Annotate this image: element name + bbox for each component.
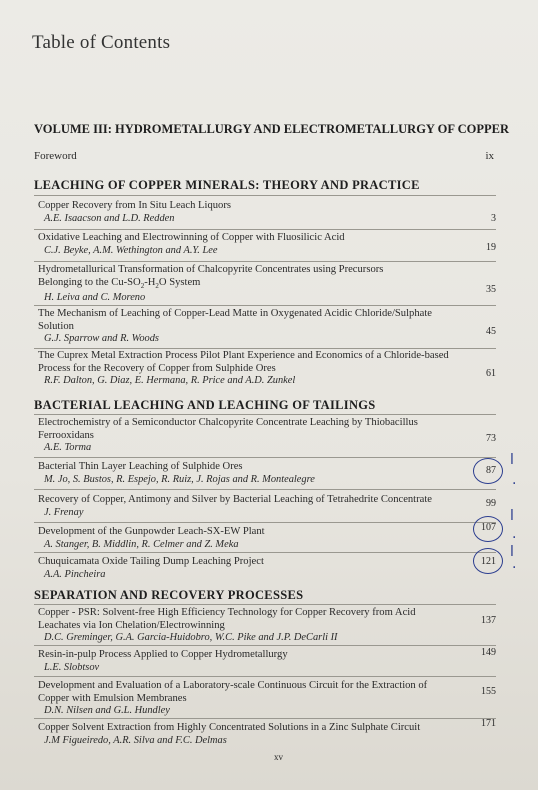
toc-entry bbox=[38, 308, 498, 346]
entry-page: 137 bbox=[481, 615, 496, 626]
entry-divider bbox=[34, 489, 496, 490]
toc-entry bbox=[38, 522, 498, 551]
entry-divider bbox=[34, 305, 496, 306]
section-heading: LEACHING OF COPPER MINERALS: THEORY AND PRACTICE bbox=[34, 178, 420, 192]
pen-tick-mark: ⅼ bbox=[510, 452, 514, 468]
entry-title: Electrochemistry of a Semiconductor Chalcopyrite Concentrate Leaching by Thiobacillus Ferrooxidans bbox=[38, 417, 418, 441]
toc-entry bbox=[38, 494, 498, 519]
entry-page: 99 bbox=[486, 498, 496, 509]
entry-title: Development of the Gunpowder Leach-SX-EW Plant bbox=[38, 526, 265, 537]
pen-circle-annotation bbox=[473, 516, 503, 542]
entry-divider bbox=[34, 676, 496, 677]
pen-tick-mark: ⅼ bbox=[510, 508, 514, 524]
pen-dot-mark: · bbox=[512, 530, 517, 546]
entry-divider bbox=[34, 229, 496, 230]
entry-title: Resin-in-pulp Process Applied to Copper Hydrometallurgy bbox=[38, 649, 288, 660]
entry-title: Bacterial Thin Layer Leaching of Sulphide Ores bbox=[38, 461, 243, 472]
foreword-entry bbox=[34, 150, 494, 162]
section-rule bbox=[34, 195, 496, 196]
entry-authors: D.C. Greminger, G.A. Garcia-Huidobro, W.C. Pike and J.P. DeCarli II bbox=[44, 632, 338, 643]
entry-title: Copper Recovery from In Situ Leach Liquors bbox=[38, 200, 231, 211]
entry-authors: H. Leiva and C. Moreno bbox=[44, 292, 146, 304]
pen-tick-mark: ⅼ bbox=[510, 544, 514, 560]
entry-divider bbox=[34, 718, 496, 719]
entry-title: The Mechanism of Leaching of Copper-Lead Matte in Oxygenated Acidic Chloride/Sulphate Solution bbox=[38, 308, 432, 332]
entry-authors: J. Frenay bbox=[44, 506, 84, 518]
entry-title: Copper - PSR: Solvent-free High Efficiency Technology for Copper Recovery from Acid Leachates via Ion Chelation/Electrowinning bbox=[38, 607, 416, 631]
section-heading: SEPARATION AND RECOVERY PROCESSES bbox=[34, 588, 304, 602]
entry-title: Oxidative Leaching and Electrowinning of Copper with Fluosilicic Acid bbox=[38, 232, 345, 243]
entry-page: 3 bbox=[491, 213, 496, 224]
entry-page: 107 bbox=[481, 522, 496, 533]
entry-authors: A.A. Pincheira bbox=[44, 568, 106, 580]
entry-page: 121 bbox=[481, 556, 496, 567]
entry-authors: A.E. Isaacson and L.D. Redden bbox=[44, 212, 175, 224]
pen-circle-annotation bbox=[473, 548, 503, 574]
foreword-page: ix bbox=[485, 150, 494, 162]
toc-entry bbox=[38, 718, 498, 747]
entry-page: 61 bbox=[486, 368, 496, 379]
entry-authors: J.M Figueiredo, A.R. Silva and F.C. Delmas bbox=[44, 734, 227, 746]
pen-circle-annotation bbox=[473, 458, 503, 484]
entry-page: 171 bbox=[481, 718, 496, 729]
entry-page: 149 bbox=[481, 647, 496, 658]
entry-title: Chuquicamata Oxide Tailing Dump Leaching Project bbox=[38, 556, 264, 567]
entry-title: Recovery of Copper, Antimony and Silver by Bacterial Leaching of Tetrahedrite Concentrate bbox=[38, 494, 433, 505]
entry-page: 45 bbox=[486, 326, 496, 337]
entry-title: Copper Solvent Extraction from Highly Concentrated Solutions in a Zinc Sulphate Circuit bbox=[38, 722, 421, 733]
entry-authors: M. Jo, S. Bustos, R. Espejo, R. Ruiz, J. Rojas and R. Montealegre bbox=[44, 473, 315, 485]
page-folio: xv bbox=[274, 752, 283, 762]
pen-dot-mark: · bbox=[512, 560, 517, 576]
entry-authors: A.E. Torma bbox=[44, 442, 92, 453]
entry-title: Development and Evaluation of a Laboratory-scale Continuous Circuit for the Extraction of Copper with Emulsion Membranes bbox=[38, 680, 428, 704]
toc-entry bbox=[38, 417, 498, 455]
entry-divider bbox=[34, 348, 496, 349]
toc-entry bbox=[38, 607, 498, 645]
entry-page: 19 bbox=[486, 242, 496, 253]
toc-entry bbox=[38, 680, 498, 718]
volume-title: VOLUME III: HYDROMETALLURGY AND ELECTROMETALLURGY OF COPPER bbox=[34, 122, 510, 136]
toc-entry bbox=[38, 350, 498, 388]
entry-title: The Cuprex Metal Extraction Process Pilot Plant Experience and Economics of a Chloride-based Process for the Recovery of Copper from Sulphide Ores bbox=[38, 350, 449, 374]
entry-divider bbox=[34, 457, 496, 458]
entry-title: Hydrometallurical Transformation of Chalcopyrite Concentrates using Precursors Belonging to the $Cu-SO_2-H_2O$ System bbox=[38, 264, 384, 290]
toc-entry bbox=[38, 200, 498, 225]
entry-page: 73 bbox=[486, 433, 496, 444]
entry-authors: A. Stanger, B. Middlin, R. Celmer and Z. Meka bbox=[44, 538, 239, 550]
page-title: Table of Contents bbox=[32, 32, 171, 53]
entry-authors: G.J. Sparrow and R. Woods bbox=[44, 333, 159, 344]
toc-entry bbox=[38, 232, 498, 257]
entry-page: 87 bbox=[486, 465, 496, 476]
section-rule bbox=[34, 604, 496, 605]
entry-page: 35 bbox=[486, 284, 496, 295]
entry-divider bbox=[34, 645, 496, 646]
entry-page: 155 bbox=[481, 686, 496, 697]
entry-divider bbox=[34, 261, 496, 262]
section-heading: BACTERIAL LEACHING AND LEACHING OF TAILINGS bbox=[34, 398, 376, 412]
toc-entry bbox=[38, 556, 498, 581]
toc-entry bbox=[38, 461, 498, 486]
entry-authors: R.F. Dalton, G. Diaz, E. Hermana, R. Price and A.D. Zunkel bbox=[44, 375, 296, 386]
foreword-label: Foreword bbox=[34, 150, 77, 162]
entry-divider bbox=[34, 552, 496, 553]
entry-authors: D.N. Nilsen and G.L. Hundley bbox=[44, 705, 170, 716]
pen-dot-mark: · bbox=[512, 476, 517, 492]
entry-authors: C.J. Beyke, A.M. Wethington and A.Y. Lee bbox=[44, 244, 218, 256]
entry-authors: L.E. Slobtsov bbox=[44, 661, 100, 673]
entry-divider bbox=[34, 522, 496, 523]
section-rule bbox=[34, 414, 496, 415]
toc-entry bbox=[38, 649, 498, 674]
toc-entry bbox=[38, 264, 498, 305]
